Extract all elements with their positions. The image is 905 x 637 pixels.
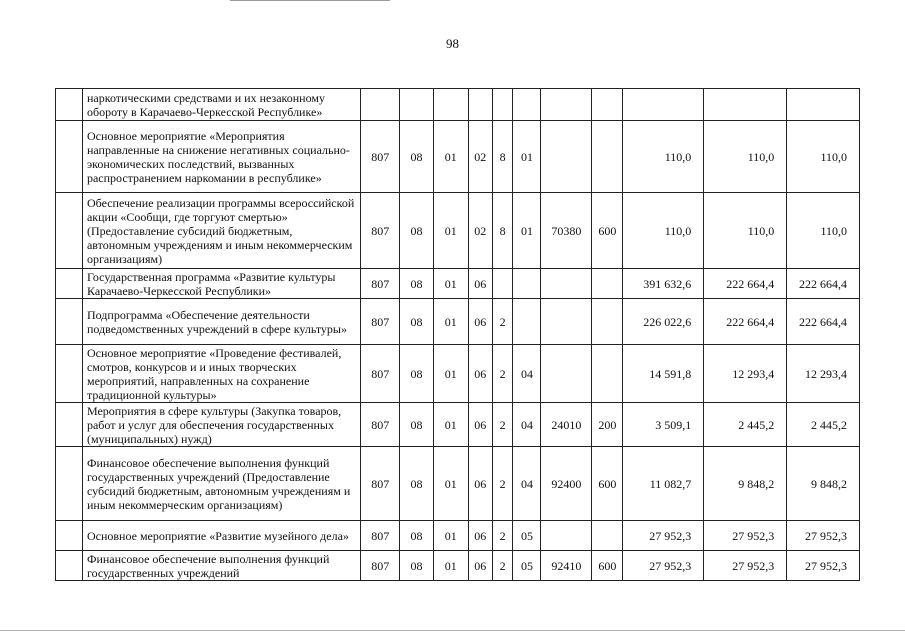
subprogram-code: 8: [492, 121, 513, 193]
subprogram-code: 2: [492, 521, 513, 551]
program-code: 02: [468, 193, 492, 269]
subsection-code: 01: [433, 121, 468, 193]
direction-code: [541, 345, 592, 403]
event-code: 01: [513, 193, 541, 269]
direction-code: 24010: [541, 403, 592, 447]
subprogram-code: 2: [492, 551, 513, 581]
row-name: Мероприятия в сфере культуры (Закупка товаров, работ и услуг для обеспечения государственных (муниципальных) нужд): [82, 403, 360, 447]
ministry-code: [360, 89, 399, 121]
section-code: 08: [400, 521, 433, 551]
program-code: 02: [468, 121, 492, 193]
row-name: Основное мероприятие «Проведение фестивалей, смотров, конкурсов и и иных творческих мероприятий, направленных на сохранение традиционной культуры»: [82, 345, 360, 403]
row-index-cell: [56, 89, 83, 121]
amount-year-3: 27 952,3: [787, 521, 860, 551]
amount-year-1: 110,0: [623, 193, 704, 269]
section-code: 08: [400, 447, 433, 521]
section-code: [400, 89, 433, 121]
amount-year-3: 222 664,4: [787, 269, 860, 299]
amount-year-1: 226 022,6: [623, 299, 704, 345]
row-index-cell: [56, 121, 83, 193]
event-code: 04: [513, 447, 541, 521]
program-code: 06: [468, 299, 492, 345]
amount-year-2: 9 848,2: [704, 447, 787, 521]
subprogram-code: 2: [492, 345, 513, 403]
amount-year-2: 110,0: [704, 193, 787, 269]
event-code: 05: [513, 551, 541, 581]
amount-year-1: 27 952,3: [623, 521, 704, 551]
ministry-code: 807: [360, 193, 399, 269]
program-code: [468, 89, 492, 121]
row-index-cell: [56, 403, 83, 447]
row-index-cell: [56, 551, 83, 581]
amount-year-1: 14 591,8: [623, 345, 704, 403]
section-code: 08: [400, 299, 433, 345]
amount-year-2: 12 293,4: [704, 345, 787, 403]
section-code: 08: [400, 403, 433, 447]
event-code: [513, 269, 541, 299]
amount-year-2: 222 664,4: [704, 269, 787, 299]
table-row: [56, 89, 860, 121]
subsection-code: [433, 89, 468, 121]
amount-year-1: 391 632,6: [623, 269, 704, 299]
amount-year-1: 3 509,1: [623, 403, 704, 447]
amount-year-3: 2 445,2: [787, 403, 860, 447]
ministry-code: 807: [360, 269, 399, 299]
amount-year-3: 12 293,4: [787, 345, 860, 403]
ministry-code: 807: [360, 521, 399, 551]
direction-code: [541, 299, 592, 345]
ministry-code: 807: [360, 551, 399, 581]
row-index-cell: [56, 447, 83, 521]
amount-year-3: 222 664,4: [787, 299, 860, 345]
expense-type-code: [592, 269, 623, 299]
expense-type-code: 600: [592, 193, 623, 269]
subsection-code: 01: [433, 447, 468, 521]
subprogram-code: [492, 269, 513, 299]
row-index-cell: [56, 521, 83, 551]
direction-code: 92400: [541, 447, 592, 521]
subsection-code: 01: [433, 345, 468, 403]
direction-code: 70380: [541, 193, 592, 269]
amount-year-2: 27 952,3: [704, 521, 787, 551]
amount-year-2: 2 445,2: [704, 403, 787, 447]
table-row: [56, 521, 860, 551]
expense-type-code: 600: [592, 551, 623, 581]
amount-year-1: 11 082,7: [623, 447, 704, 521]
row-name: наркотическими средствами и их незаконному обороту в Карачаево-Черкесской Республике»: [82, 89, 360, 121]
amount-year-3: 110,0: [787, 193, 860, 269]
event-code: 04: [513, 403, 541, 447]
program-code: 06: [468, 521, 492, 551]
subsection-code: 01: [433, 521, 468, 551]
expense-type-code: [592, 345, 623, 403]
table-row: [56, 121, 860, 193]
ministry-code: 807: [360, 121, 399, 193]
section-code: 08: [400, 193, 433, 269]
amount-year-1: 110,0: [623, 121, 704, 193]
event-code: 04: [513, 345, 541, 403]
scan-edge-top: [230, 0, 390, 1]
expense-type-code: [592, 521, 623, 551]
subprogram-code: 2: [492, 299, 513, 345]
amount-year-3: 9 848,2: [787, 447, 860, 521]
expense-type-code: 600: [592, 447, 623, 521]
row-index-cell: [56, 299, 83, 345]
row-name: Государственная программа «Развитие культуры Карачаево-Черкесской Республики»: [82, 269, 360, 299]
section-code: 08: [400, 345, 433, 403]
table-row: [56, 403, 860, 447]
direction-code: [541, 89, 592, 121]
direction-code: [541, 269, 592, 299]
subsection-code: 01: [433, 551, 468, 581]
table-body: [56, 89, 860, 581]
expense-type-code: [592, 89, 623, 121]
program-code: 06: [468, 447, 492, 521]
direction-code: [541, 521, 592, 551]
amount-year-2: [704, 89, 787, 121]
direction-code: 92410: [541, 551, 592, 581]
ministry-code: 807: [360, 299, 399, 345]
event-code: 01: [513, 121, 541, 193]
subprogram-code: 2: [492, 403, 513, 447]
subprogram-code: 8: [492, 193, 513, 269]
amount-year-2: 110,0: [704, 121, 787, 193]
table-row: [56, 447, 860, 521]
subprogram-code: [492, 89, 513, 121]
table-row: [56, 551, 860, 581]
row-name: Финансовое обеспечение выполнения функций государственных учреждений (Предоставление субсидий бюджетным, автономным учреждениям и иным некоммерческим организациям): [82, 447, 360, 521]
row-name: Основное мероприятие «Развитие музейного дела»: [82, 521, 360, 551]
ministry-code: 807: [360, 403, 399, 447]
amount-year-1: 27 952,3: [623, 551, 704, 581]
table-row: [56, 345, 860, 403]
row-index-cell: [56, 345, 83, 403]
ministry-code: 807: [360, 345, 399, 403]
amount-year-2: 27 952,3: [704, 551, 787, 581]
subsection-code: 01: [433, 299, 468, 345]
event-code: [513, 299, 541, 345]
row-index-cell: [56, 193, 83, 269]
amount-year-3: 110,0: [787, 121, 860, 193]
subsection-code: 01: [433, 193, 468, 269]
row-name: Обеспечение реализации программы всероссийской акции «Сообщи, где торгуют смертью» (Предоставление субсидий бюджетным, автономным учреждениям и иным некоммерческим организациям): [82, 193, 360, 269]
event-code: 05: [513, 521, 541, 551]
program-code: 06: [468, 551, 492, 581]
amount-year-3: [787, 89, 860, 121]
row-name: Подпрограмма «Обеспечение деятельности подведомственных учреждений в сфере культуры»: [82, 299, 360, 345]
section-code: 08: [400, 121, 433, 193]
expense-type-code: 200: [592, 403, 623, 447]
table-row: [56, 269, 860, 299]
row-name: Финансовое обеспечение выполнения функций государственных учреждений: [82, 551, 360, 581]
subprogram-code: 2: [492, 447, 513, 521]
expense-type-code: [592, 121, 623, 193]
amount-year-1: [623, 89, 704, 121]
direction-code: [541, 121, 592, 193]
budget-table: [55, 88, 860, 581]
scan-edge-bottom: [0, 630, 905, 631]
table-row: [56, 299, 860, 345]
program-code: 06: [468, 269, 492, 299]
subsection-code: 01: [433, 403, 468, 447]
row-index-cell: [56, 269, 83, 299]
program-code: 06: [468, 403, 492, 447]
event-code: [513, 89, 541, 121]
section-code: 08: [400, 269, 433, 299]
section-code: 08: [400, 551, 433, 581]
table-row: [56, 193, 860, 269]
page-number: 98: [446, 36, 459, 51]
amount-year-2: 222 664,4: [704, 299, 787, 345]
row-name: Основное мероприятие «Мероприятия направленные на снижение негативных социально-экономических последствий, вызванных распространением наркомании в республике»: [82, 121, 360, 193]
expense-type-code: [592, 299, 623, 345]
program-code: 06: [468, 345, 492, 403]
amount-year-3: 27 952,3: [787, 551, 860, 581]
subsection-code: 01: [433, 269, 468, 299]
ministry-code: 807: [360, 447, 399, 521]
